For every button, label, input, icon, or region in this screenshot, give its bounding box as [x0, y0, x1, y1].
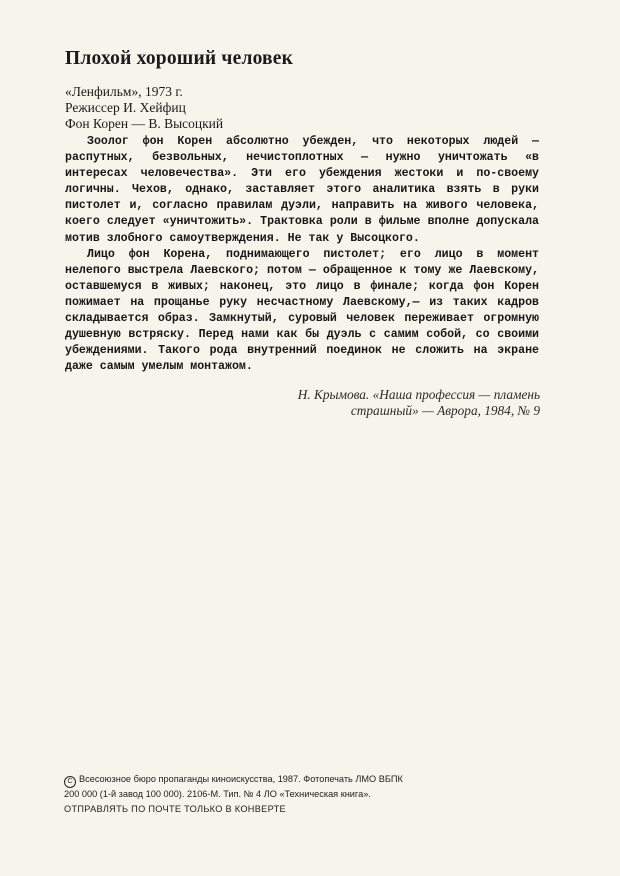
- mailing-notice: ОТПРАВЛЯТЬ ПО ПОЧТЕ ТОЛЬКО В КОНВЕРТЕ: [64, 803, 286, 814]
- footer-line-2: 200 000 (1-й завод 100 000). 2106-М. Тип. № 4 ЛО «Техническая книга».: [64, 789, 371, 799]
- director-credit: Режиссер И. Хейфиц: [65, 100, 186, 115]
- paragraph-1: Зоолог фон Корен абсолютно убежден, что некоторых людей — распутных, безвольных, нечистоплотных — нужно уничтожать «в интересах человечества». Эти его убеждения жестоки и по-своему логичны. Чехов, однако, заставляет этого аналитика взять в руки пистолет и, согласно правилам дуэли, направить на живого человека, коего следует «уничтожить». Трактовка роли в фильме вполне допускала мотив злобного самоутверждения. Не так у Высоцкого.: [65, 135, 539, 245]
- article-body: [65, 134, 539, 375]
- page-title: Плохой хороший человек: [65, 48, 294, 69]
- publication-footer: [64, 773, 544, 815]
- citation-line-2: страшный» — Аврора, 1984, № 9: [350, 403, 540, 418]
- film-credits: [65, 84, 223, 132]
- footer-line-1: [64, 773, 544, 788]
- footer-publisher: Всесоюзное бюро пропаганды киноискусства, 1987. Фотопечать ЛМО ВБПК: [79, 774, 403, 784]
- copyright-icon: C: [64, 776, 76, 788]
- citation: [220, 387, 540, 419]
- studio-year: «Ленфильм», 1973 г.: [65, 84, 183, 99]
- role-credit: Фон Корен — В. Высоцкий: [65, 116, 224, 131]
- paragraph-2: Лицо фон Корена, поднимающего пистолет; его лицо в момент нелепого выстрела Лаевского; потом — обращенное к тому же Лаевскому, оставшемуся в живых; наконец, это лицо в финале; когда фон Корен пожимает на прощанье руку несчастному Лаевскому,— из таких кадров складывается образ. Замкнутый, суровый человек переживает огромную душевную встряску. Перед нами как бы дуэль с самим собой, со своими убеждениями. Такого рода внутренний поединок не сложить на экране даже самым умелым монтажом.: [65, 247, 539, 374]
- citation-line-1: Н. Крымова. «Наша профессия — пламень: [297, 387, 540, 402]
